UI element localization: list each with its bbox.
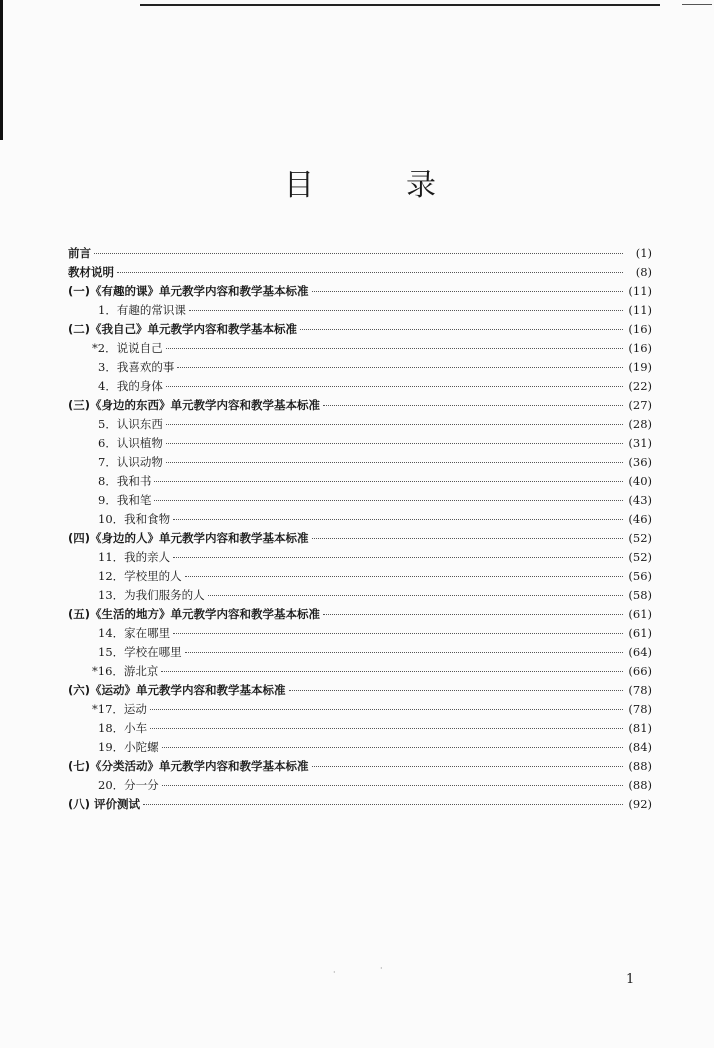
toc-entry — [68, 624, 652, 643]
toc-leader-dots — [173, 519, 623, 520]
toc-entry-page: (16) — [628, 341, 652, 355]
toc-entry-page: (81) — [628, 721, 652, 735]
toc-leader-dots — [300, 329, 623, 330]
toc-entry-label: 12．学校里的人 — [98, 569, 182, 583]
toc-entry-label: 11．我的亲人 — [98, 550, 171, 564]
top-rule-right — [682, 4, 712, 5]
toc-entry — [68, 301, 652, 320]
toc-entry — [68, 415, 652, 434]
toc-entry-page: (88) — [628, 759, 652, 773]
toc-entry — [68, 282, 652, 301]
toc-entry — [68, 491, 652, 510]
scan-speck: · — [333, 968, 336, 977]
toc-entry — [68, 453, 652, 472]
toc-entry-page: (27) — [628, 398, 652, 412]
toc-entry — [68, 776, 652, 795]
toc-leader-dots — [154, 481, 623, 482]
toc-entry-label: 15．学校在哪里 — [98, 645, 182, 659]
toc-entry — [68, 244, 652, 263]
toc-entry-label: 7．认识动物 — [98, 455, 163, 469]
toc-entry-page: (40) — [628, 474, 652, 488]
toc-entry — [68, 377, 652, 396]
toc-entry-page: (8) — [635, 265, 652, 279]
toc-entry-page: (64) — [628, 645, 652, 659]
toc-leader-dots — [323, 405, 623, 406]
toc-leader-dots — [208, 595, 623, 596]
toc-entry — [68, 719, 652, 738]
toc-entry — [68, 681, 652, 700]
toc-entry-page: (84) — [628, 740, 652, 754]
toc-entry-label: (六)《运动》单元教学内容和教学基本标准 — [68, 683, 286, 697]
toc-entry-page: (43) — [628, 493, 652, 507]
toc-entry-page: (16) — [628, 322, 652, 336]
toc-entry-page: (56) — [628, 569, 652, 583]
toc-entry-page: (11) — [628, 284, 652, 298]
toc-leader-dots — [154, 500, 623, 501]
toc-entry-page: (61) — [628, 626, 652, 640]
toc-entry — [68, 795, 652, 814]
toc-entry-label: 14．家在哪里 — [98, 626, 171, 640]
toc-entry-page: (11) — [628, 303, 652, 317]
title-char-2: 录 — [406, 168, 436, 203]
toc-entry-page: (78) — [628, 702, 652, 716]
table-of-contents — [68, 244, 652, 814]
toc-leader-dots — [185, 652, 623, 653]
toc-leader-dots — [323, 614, 623, 615]
toc-entry-page: (66) — [628, 664, 652, 678]
toc-entry-page: (52) — [628, 531, 652, 545]
toc-entry-label: 13．为我们服务的人 — [98, 588, 205, 602]
toc-leader-dots — [150, 728, 623, 729]
toc-leader-dots — [189, 310, 623, 311]
toc-entry-label: 8．我和书 — [98, 474, 152, 488]
toc-entry — [68, 396, 652, 415]
toc-entry-label: *16．游北京 — [92, 664, 159, 678]
toc-entry — [68, 567, 652, 586]
toc-entry-page: (22) — [628, 379, 652, 393]
toc-entry-label: (八) 评价测试 — [68, 797, 141, 811]
toc-entry-label: (四)《身边的人》单元教学内容和教学基本标准 — [68, 531, 309, 545]
toc-entry-page: (78) — [628, 683, 652, 697]
toc-leader-dots — [150, 709, 623, 710]
toc-leader-dots — [173, 557, 623, 558]
toc-leader-dots — [166, 424, 623, 425]
toc-entry-label: 教材说明 — [68, 265, 114, 279]
title-char-1: 目 — [284, 168, 314, 203]
toc-entry-label: 9．我和笔 — [98, 493, 152, 507]
toc-entry — [68, 358, 652, 377]
toc-entry-label: (三)《身边的东西》单元教学内容和教学基本标准 — [68, 398, 321, 412]
toc-leader-dots — [117, 272, 623, 273]
toc-leader-dots — [185, 576, 623, 577]
toc-leader-dots — [94, 253, 623, 254]
toc-leader-dots — [162, 785, 623, 786]
toc-leader-dots — [289, 690, 623, 691]
toc-entry — [68, 757, 652, 776]
toc-leader-dots — [166, 443, 623, 444]
page-left-edge — [0, 0, 3, 140]
toc-entry-label: 4．我的身体 — [98, 379, 163, 393]
toc-entry — [68, 529, 652, 548]
toc-leader-dots — [312, 538, 623, 539]
toc-entry-page: (58) — [628, 588, 652, 602]
toc-entry — [68, 586, 652, 605]
toc-entry-page: (88) — [628, 778, 652, 792]
toc-entry-label: (二)《我自己》单元教学内容和教学基本标准 — [68, 322, 298, 336]
toc-entry-label: 5．认识东西 — [98, 417, 163, 431]
toc-leader-dots — [166, 462, 623, 463]
toc-entry — [68, 548, 652, 567]
toc-entry-label: 前言 — [68, 246, 91, 260]
toc-entry-label: 20．分一分 — [98, 778, 159, 792]
toc-entry — [68, 605, 652, 624]
scan-speck: · — [380, 964, 383, 973]
toc-entry-label: (五)《生活的地方》单元教学内容和教学基本标准 — [68, 607, 321, 621]
toc-leader-dots — [166, 348, 623, 349]
toc-leader-dots — [312, 291, 623, 292]
toc-entry — [68, 643, 652, 662]
toc-entry-page: (46) — [628, 512, 652, 526]
toc-entry-label: *2．说说自己 — [92, 341, 163, 355]
toc-leader-dots — [162, 747, 623, 748]
toc-entry-page: (28) — [628, 417, 652, 431]
toc-entry-label: *17．运动 — [92, 702, 147, 716]
toc-leader-dots — [173, 633, 623, 634]
toc-entry-label: (七)《分类活动》单元教学内容和教学基本标准 — [68, 759, 309, 773]
top-rule — [140, 4, 660, 6]
toc-entry — [68, 263, 652, 282]
toc-entry — [68, 320, 652, 339]
toc-entry-page: (92) — [628, 797, 652, 811]
toc-entry-page: (61) — [628, 607, 652, 621]
toc-leader-dots — [177, 367, 623, 368]
toc-entry-page: (36) — [628, 455, 652, 469]
toc-entry — [68, 510, 652, 529]
toc-leader-dots — [166, 386, 623, 387]
toc-entry-page: (1) — [635, 246, 652, 260]
toc-entry — [68, 738, 652, 757]
toc-leader-dots — [161, 671, 623, 672]
toc-entry-label: 19．小陀螺 — [98, 740, 159, 754]
toc-entry — [68, 339, 652, 358]
toc-entry-page: (19) — [628, 360, 652, 374]
page-number: 1 — [626, 972, 635, 987]
toc-entry — [68, 662, 652, 681]
toc-entry-label: 1．有趣的常识课 — [98, 303, 186, 317]
toc-leader-dots — [312, 766, 623, 767]
toc-entry — [68, 700, 652, 719]
toc-entry-label: 10．我和食物 — [98, 512, 171, 526]
toc-entry-page: (52) — [628, 550, 652, 564]
toc-entry — [68, 472, 652, 491]
toc-entry-label: 6．认识植物 — [98, 436, 163, 450]
toc-entry-label: (一)《有趣的课》单元教学内容和教学基本标准 — [68, 284, 309, 298]
toc-entry — [68, 434, 652, 453]
toc-entry-page: (31) — [628, 436, 652, 450]
toc-entry-label: 3．我喜欢的事 — [98, 360, 175, 374]
toc-leader-dots — [143, 804, 623, 805]
toc-entry-label: 18．小车 — [98, 721, 148, 735]
